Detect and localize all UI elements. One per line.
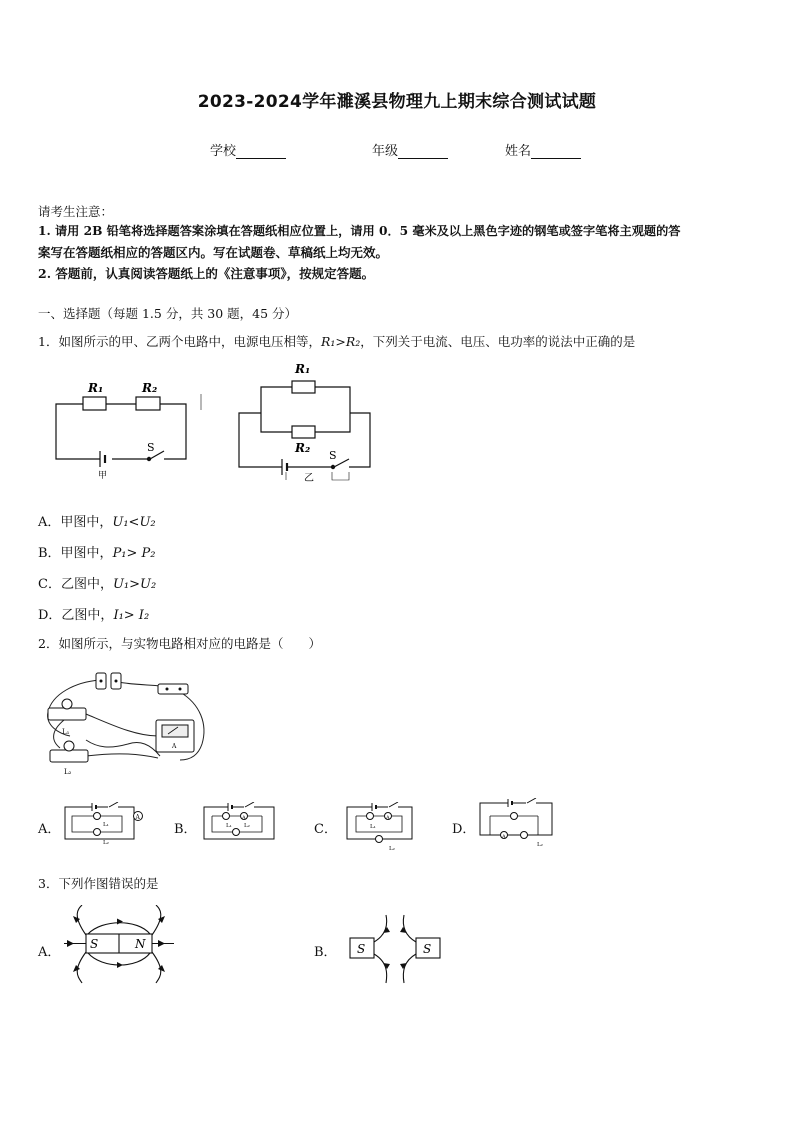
b-ammeter-label: A: [242, 815, 246, 821]
q3-option-a[interactable]: A．: [38, 945, 61, 960]
q3b-left-s-label: S: [357, 942, 366, 956]
question-1-stem: [38, 331, 635, 352]
q1-option-b-label: B．甲图中，: [38, 546, 113, 561]
b-l2-label: L₂: [244, 823, 250, 829]
d-l2-label: L₂: [537, 842, 543, 848]
jia-caption: 甲: [98, 471, 108, 481]
notice-item-2: 2. 答题前，认真阅读答题纸上的《注意事项》，按规定答题。: [38, 266, 375, 281]
notice-heading: 请考生注意：: [38, 204, 114, 219]
q1-option-d-label: D．乙图中，: [38, 608, 114, 623]
q3a-s-label: S: [90, 937, 99, 951]
q2-option-a-diagram[interactable]: [62, 802, 154, 846]
arrow-icon: [73, 965, 80, 972]
yi-r1-label: R₁: [295, 362, 311, 376]
arrow-icon: [117, 962, 123, 968]
q1-condition: R₁>R₂: [320, 334, 361, 349]
grade-blank: [398, 144, 448, 159]
name-blank: [531, 144, 581, 159]
a-l1-label: L₁: [103, 822, 109, 828]
jia-r2-label: R₂: [142, 381, 158, 395]
q1-option-a-expr: U₁<U₂: [112, 515, 156, 530]
q2-option-b-diagram[interactable]: [200, 802, 282, 846]
section-heading: 一、选择题（每题 1.5 分，共 30 题，45 分）: [38, 306, 298, 321]
q1-option-c[interactable]: [38, 573, 156, 592]
arrow-icon: [383, 927, 390, 933]
q3-option-b[interactable]: B．: [314, 945, 337, 960]
page-title: 2023-2024学年濉溪县物理九上期末综合测试试题: [197, 92, 597, 112]
arrow-icon: [400, 963, 407, 969]
bulb-l1-base-icon: [48, 708, 86, 720]
c-l1-label: L₁: [370, 824, 376, 830]
school-label: 学校: [210, 144, 237, 159]
q1-option-a-label: A．甲图中，: [38, 515, 113, 530]
switch-icon: [158, 684, 188, 694]
arrow-icon: [158, 965, 165, 972]
q1-option-d-expr: I₁> I₂: [113, 608, 150, 623]
b-l1-label: L₁: [226, 823, 232, 829]
q1-stem-suffix: ，下列关于电流、电压、电功率的说法中正确的是: [360, 334, 636, 349]
c-ammeter-label: A: [386, 815, 390, 821]
jia-switch-label: S: [147, 441, 155, 454]
bulb-l1-icon: [62, 699, 72, 709]
jia-r1-label: R₁: [88, 381, 104, 395]
phys-ammeter-label: A: [172, 743, 177, 750]
question-3-stem: 3．下列作图错误的是: [38, 876, 159, 891]
arrow-icon: [67, 940, 74, 947]
yi-r2-label: R₂: [295, 441, 311, 455]
q1-circuit-jia: [38, 372, 213, 482]
q2-option-d-diagram[interactable]: [476, 798, 558, 848]
arrow-icon: [117, 919, 123, 925]
bulb-l2-icon: [64, 741, 74, 751]
notice-item-1b: 案写在答题纸相应的答题区内。写在试题卷、草稿纸上均无效。: [38, 245, 389, 260]
arrow-icon: [158, 940, 165, 947]
grade-label: 年级: [372, 144, 399, 159]
a-l2-label: L₂: [103, 840, 109, 846]
notice-item-1a: 1. 请用 2B 铅笔将选择题答案涂填在答题纸相应位置上，请用 0．5 毫米及以上黑色字迹的钢笔或签字笔将主观题的答: [38, 224, 681, 238]
q3a-n-label: N: [135, 937, 146, 951]
grade-field: [372, 140, 448, 159]
bulb-l2-base-icon: [50, 750, 88, 762]
q1-option-a[interactable]: [38, 511, 156, 530]
yi-caption: 乙: [304, 473, 314, 484]
yi-switch-label: S: [329, 449, 337, 462]
name-label: 姓名: [505, 144, 532, 159]
q1-option-c-expr: U₁>U₂: [112, 577, 157, 592]
phys-l2-label: L₂: [64, 768, 72, 776]
q3-option-b-diagram[interactable]: [346, 913, 446, 985]
name-field: [505, 140, 581, 159]
q2-option-b[interactable]: B．: [174, 822, 197, 837]
school-field: [210, 140, 286, 159]
q1-stem-prefix: 1．如图所示的甲、乙两个电路中，电源电压相等，: [38, 334, 321, 349]
c-l2-label: L₂: [389, 846, 395, 852]
q2-option-a[interactable]: A．: [38, 822, 61, 837]
q1-circuit-yi: [236, 360, 376, 485]
q1-option-c-label: C．乙图中，: [38, 577, 113, 592]
a-ammeter-label: A: [135, 814, 140, 821]
arrow-icon: [400, 927, 407, 933]
phys-l1-label: L₁: [62, 728, 70, 736]
q1-option-b[interactable]: [38, 542, 156, 561]
arrow-icon: [383, 963, 390, 969]
d-ammeter-label: A: [502, 834, 506, 840]
q2-option-c[interactable]: C．: [314, 822, 337, 837]
q2-option-c-diagram[interactable]: [342, 802, 420, 852]
q3-option-a-diagram[interactable]: [62, 905, 178, 985]
q1-option-b-expr: P₁> P₂: [112, 546, 156, 561]
q3b-right-s-label: S: [423, 942, 432, 956]
q2-option-d[interactable]: D．: [452, 822, 476, 837]
q1-option-d[interactable]: [38, 604, 149, 623]
q2-physical-circuit: [40, 664, 210, 776]
question-2-stem: 2．如图所示，与实物电路相对应的电路是（ ）: [38, 636, 321, 651]
school-blank: [236, 144, 286, 159]
